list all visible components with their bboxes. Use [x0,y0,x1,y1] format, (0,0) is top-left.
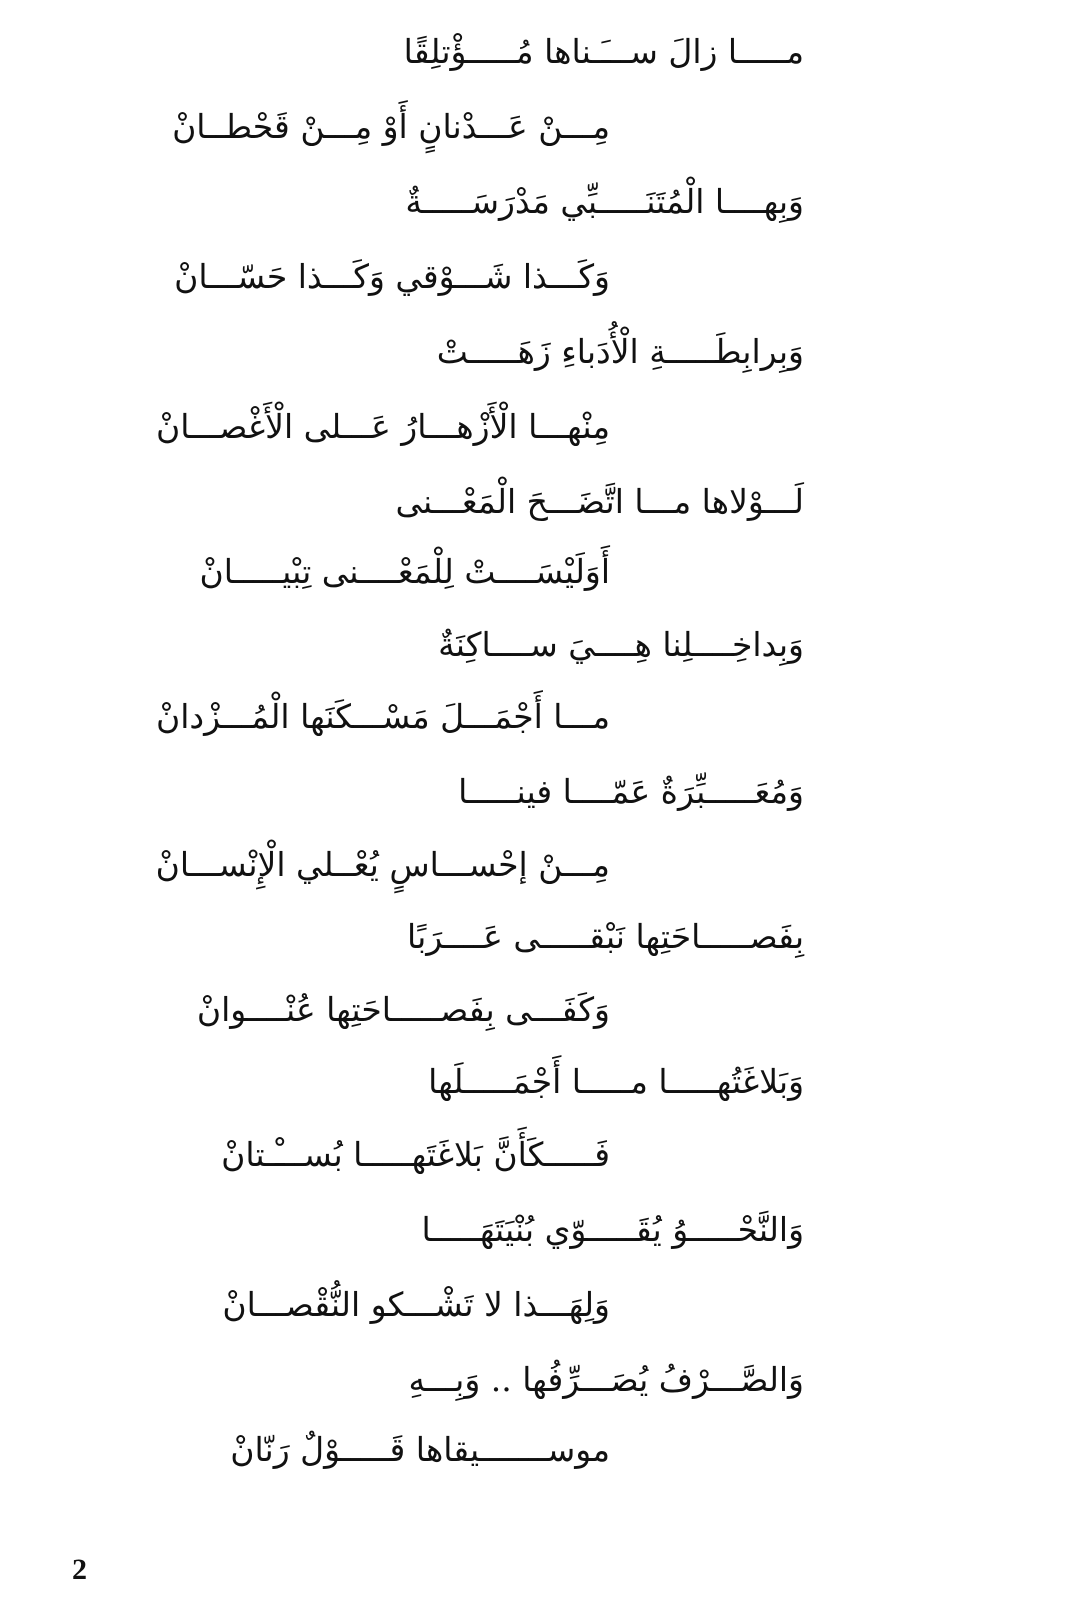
poem-verse-12: مِـــنْ إحْســـاسٍ يُعْــلي الْإِنْســـانْ [155,845,610,884]
poem-verse-13: بِفَصـــــاحَتِها نَبْقـــــى عَــــرَبًا [407,917,804,956]
poem-verse-5: وَبِرابِطَـــــةِ الْأُدَباءِ زَهَـــــتْ [436,332,804,371]
poem-verse-14: وَكَفَـــى بِفَصـــــاحَتِها عُنْــــوانْ [196,990,610,1029]
poem-verse-1: مـــــا زالَ ســـَـناها مُـــــؤْتلِقًا [403,32,804,71]
poem-verse-20: موســـــــيقاها قَـــــوْلٌ رَنّانْ [230,1430,610,1469]
poem-verse-11: وَمُعَـــــبِّرَةٌ عَمّــــا فينـــــا [458,772,804,811]
page-number: 2 [72,1553,87,1586]
poem-verse-2: مِـــنْ عَـــدْنانٍ أَوْ مِـــنْ قَحْطــانْ [172,107,610,146]
poem-verse-9: وَبِداخِــــلِنا هِــــيَ ســــاكِنَةٌ [438,625,804,664]
poem-verse-4: وَكَـــذا شَـــوْقي وَكَـــذا حَسّـــانْ [174,257,610,296]
poem-verse-10: مـــا أَجْمَـــلَ مَسْـــكَنَها الْمُـــزْدانْ [155,697,610,736]
poem-verse-6: مِنْهـــا الْأَزْهـــارُ عَـــلى الْأَغْصـــانْ [156,407,610,446]
poem-verse-19: وَالصَّـــرْفُ يُصَـــرِّفُها .. وَبِـــهِ [408,1360,804,1399]
poem-verse-15: وَبَلاغَتُهـــــا مـــــا أَجْمَـــــلَها [428,1062,804,1101]
poem-verse-18: وَلِهَـــذا لا تَشْـــكو النُّقْصـــانْ [222,1285,610,1324]
poem-verse-7: لَـــوْلاها مـــا اتَّضَـــحَ الْمَعْـــنى [395,482,804,521]
poem-verse-3: وَبِهــــا الْمُتَنَـــــبِّي مَدْرَسَـــــةٌ [405,182,804,221]
poem-verse-17: وَالنَّحْـــــوُ يُقَـــــوّي بُنْيَتَهَـــــا [421,1210,804,1249]
poem-verse-8: أَوَلَيْسَــــتْ لِلْمَعْــــنى تِبْيـــــانْ [199,552,610,591]
poem-verse-16: فَـــــكَأَنَّ بَلاغَتَهـــــا بُســـْـتانْ [221,1135,610,1174]
